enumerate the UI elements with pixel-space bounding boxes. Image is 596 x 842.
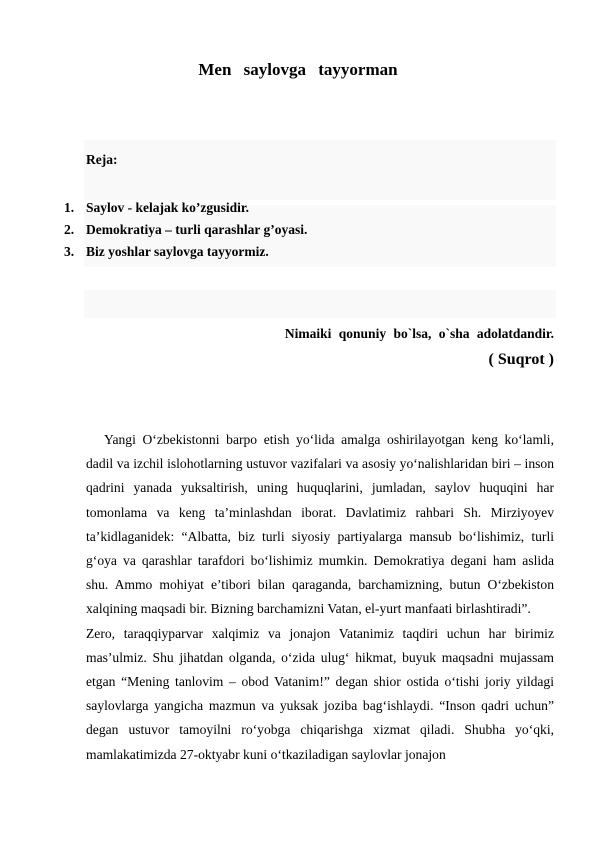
plan-item-text: Demokratiya – turli qarashlar g’oyasi. — [86, 222, 308, 237]
plan-item-number: 3. — [64, 244, 75, 259]
plan-list — [64, 197, 307, 263]
document-title: Men saylovga tayyorman — [198, 60, 398, 79]
plan-item — [64, 219, 307, 241]
epigraph-author: ( Suqrot ) — [488, 351, 554, 368]
epigraph-quote: Nimaiki qonuniy bo`lsa, o`sha adolatdandir. — [284, 326, 554, 341]
plan-item-number: 2. — [64, 222, 75, 237]
plan-item-text: Biz yoshlar saylovga tayyormiz. — [86, 244, 269, 259]
plan-item-number: 1. — [64, 200, 75, 215]
body-paragraph: Yangi O‘zbekistonni barpo etish yo‘lida amalga oshirilayotgan keng ko‘lamli, dadil va izchil islohotlarning ustuvor vazifalari va asosiy yo‘nalishlaridan biri – inson qadrini yanada yuksaltirish, uning huquqlarini, jumladan, saylov huquqini har tomonlama va keng ta’minlashdan iborat. Davlatimiz rahbari Sh. Mirziyoyev ta’kidlaganidek: “Albatta, biz turli siyosiy partiyalarga mansub bo‘lishimiz, turli g‘oya va qarashlar tarafdori bo‘lishimiz mumkin. Demokratiya degani ham aslida shu. Ammo mohiyat e’tibori bilan qaraganda, barchamizning, butun O‘zbekiston xalqining maqsadi bir. Bizning barchamizni Vatan, el-yurt manfaati birlashtiradi”. — [86, 432, 554, 617]
plan-label: Reja: — [86, 152, 118, 167]
plan-item — [64, 197, 307, 219]
body-text — [86, 428, 554, 767]
plan-item-text: Saylov - kelajak ko’zgusidir. — [86, 200, 250, 215]
body-paragraph: Zero, taraqqiyparvar xalqimiz va jonajon Vatanimiz taqdiri uchun har birimiz mas’ulmiz. Shu jihatdan olganda, o‘zida ulug‘ hikmat, buyuk maqsadni mujassam etgan “Mening tanlovim – obod Vatanim!” degan shior ostida o‘tishi joriy yildagi saylovlarga yangicha mazmun va yuksak joziba bag‘ishlaydi. “Inson qadri uchun” degan ustuvor tamoyilni ro‘yobga chiqarishga xizmat qiladi. Shubha yo‘qki, mamlakatimizda 27-oktyabr kuni o‘tkaziladigan saylovlar jonajon — [86, 625, 554, 762]
spacer-background — [84, 290, 556, 318]
plan-background — [84, 140, 556, 200]
plan-item — [64, 241, 307, 263]
